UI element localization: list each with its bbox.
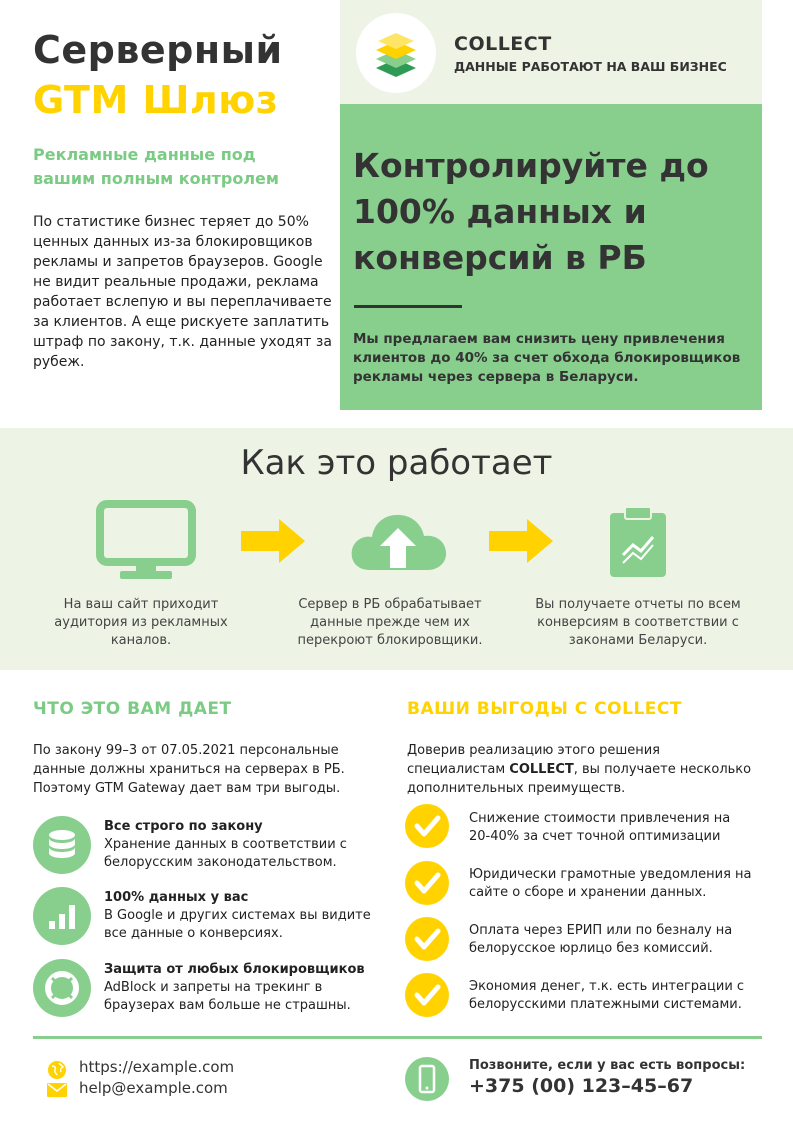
left-item-2 (104, 889, 374, 943)
check-icon (405, 804, 449, 848)
arrow-right-icon (489, 519, 553, 563)
email-link[interactable]: help@example.com (79, 1079, 228, 1097)
hero-divider (354, 305, 462, 308)
left-item-1-title: Все строго по закону (104, 819, 263, 834)
layers-icon (356, 13, 436, 93)
check-icon (405, 917, 449, 961)
left-item-1 (104, 818, 364, 872)
hero-headline: Контролируйте до 100% данных и конверсий в РБ (353, 146, 709, 277)
brand-name: COLLECT (454, 33, 552, 55)
monitor-icon (96, 500, 196, 582)
mail-icon (47, 1083, 67, 1097)
left-item-1-text: Хранение данных в соответствии с белорусским законодательством. (104, 837, 347, 870)
page-subtitle: Рекламные данные под вашим полным контролем (33, 145, 279, 188)
check-icon (405, 861, 449, 905)
left-item-2-title: 100% данных у вас (104, 890, 249, 905)
globe-icon (47, 1060, 67, 1080)
left-item-3-title: Защита от любых блокировщиков (104, 962, 365, 977)
brand-tagline: ДАННЫЕ РАБОТАЮТ НА ВАШ БИЗНЕС (454, 59, 727, 74)
footer-divider (33, 1036, 762, 1039)
left-item-3 (104, 961, 374, 1015)
left-item-3-text: AdBlock и запреты на трекинг в браузерах вам больше не страшны. (104, 980, 351, 1013)
hero-text: Мы предлагаем вам снизить цену привлечения клиентов до 40% за счет обхода блокировщиков рекламы через сервера в Беларуси. (353, 331, 741, 385)
how-step-3-text: Вы получаете отчеты по всем конверсиям в соответствии с законами Беларуси. (535, 597, 741, 648)
right-item-1: Снижение стоимости привлечения на 20-40% за счет точной оптимизации (469, 811, 731, 844)
left-column-heading: ЧТО ЭТО ВАМ ДАЕТ (33, 699, 232, 719)
right-column-intro (407, 741, 762, 798)
call-label: Позвоните, если у вас есть вопросы: (469, 1058, 746, 1073)
phone-number[interactable]: +375 (00) 123–45–67 (469, 1075, 694, 1097)
right-intro-after: , вы получаете несколько дополнительных преимуществ. (407, 762, 752, 796)
right-intro-brand: COLLECT (509, 762, 574, 777)
right-column-heading: ВАШИ ВЫГОДЫ С COLLECT (407, 699, 682, 719)
left-column-intro: По закону 99–3 от 07.05.2021 персональные данные должны храниться на серверах в РБ. Поэтому GTM Gateway дает вам три выгоды. (33, 743, 345, 796)
bar-chart-icon (33, 887, 91, 945)
database-icon (33, 816, 91, 874)
how-step-1-text: На ваш сайт приходит аудитория из рекламных каналов. (54, 597, 228, 648)
right-item-2: Юридически грамотные уведомления на сайте о сборе и хранении данных. (469, 867, 752, 900)
clipboard-chart-icon (609, 505, 667, 579)
right-item-3: Оплата через ЕРИП или по безналу на белорусское юрлицо без комиссий. (469, 923, 733, 956)
how-step-2-text: Сервер в РБ обрабатывает данные прежде чем их перекроют блокировщики. (297, 597, 483, 648)
right-intro-before: Доверив реализацию этого решения специалистам (407, 743, 660, 777)
brand-logo (356, 13, 436, 93)
how-it-works-title: Как это работает (240, 443, 553, 483)
phone-icon (405, 1057, 449, 1101)
page-title-line1: Серверный (33, 28, 283, 72)
lifebuoy-icon (33, 959, 91, 1017)
left-item-2-text: В Google и других системах вы видите все данные о конверсиях. (104, 908, 371, 941)
right-item-4: Экономия денег, т.к. есть интеграции с белорусскими платежными системами. (469, 979, 745, 1012)
arrow-right-icon (241, 519, 305, 563)
website-link[interactable]: https://example.com (79, 1058, 235, 1076)
cloud-upload-icon (348, 510, 448, 574)
intro-paragraph: По статистике бизнес теряет до 50% ценных данных из-за блокировщиков рекламы и запретов браузеров. Google не видит реальные продажи, реклама работает вслепую и вы переплачиваете за клиентов. А еще рискуете заплатить штраф по закону, т.к. данные уходят за рубеж. (33, 214, 332, 370)
page-title-line2: GTM Шлюз (33, 78, 279, 122)
check-icon (405, 973, 449, 1017)
